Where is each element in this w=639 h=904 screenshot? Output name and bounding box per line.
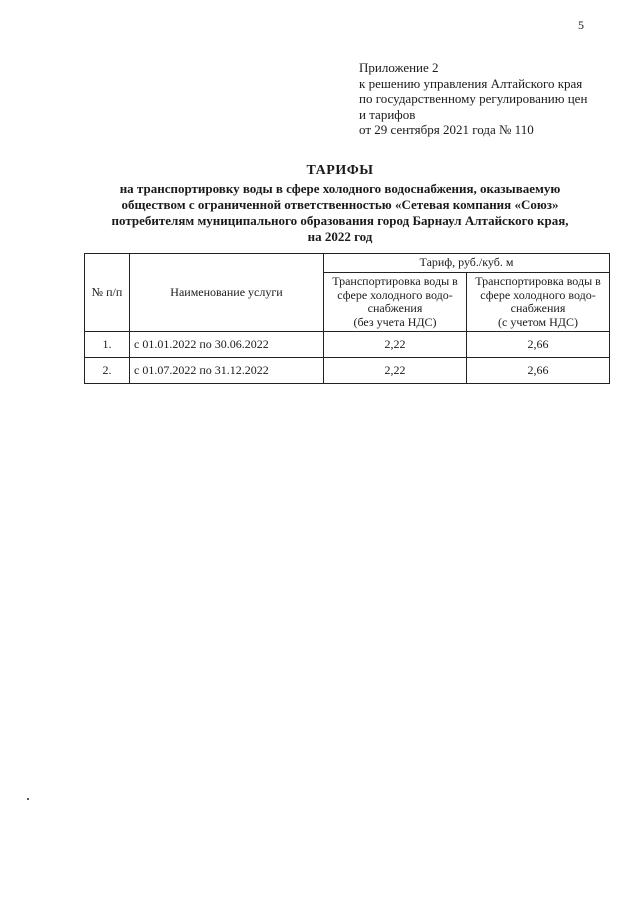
row-tariff-with-vat: 2,66 — [467, 332, 610, 358]
scan-speck — [27, 798, 29, 800]
header-line: сфере холодного водо- — [480, 287, 596, 302]
row-number: 1. — [85, 332, 130, 358]
row-tariff-without-vat: 2,22 — [324, 332, 467, 358]
title-line: на 2022 год — [307, 229, 373, 244]
header-number: № п/п — [85, 254, 130, 332]
row-number: 2. — [85, 358, 130, 384]
table-row — [85, 332, 610, 358]
row-tariff-without-vat: 2,22 — [324, 358, 467, 384]
annex-line: и тарифов — [359, 106, 416, 122]
row-service: с 01.07.2022 по 31.12.2022 — [130, 358, 324, 384]
header-tariff-with-vat — [467, 273, 610, 332]
title-line: обществом с ограниченной ответственностью «Сетевая компания «Союз» — [121, 197, 559, 212]
title-line: потребителям муниципального образования город Барнаул Алтайского края, — [111, 213, 569, 228]
header-line: сфере холодного водо- — [337, 287, 453, 302]
header-line: (без учета НДС) — [353, 314, 437, 329]
annex-line: по государственному регулированию цен — [359, 91, 588, 106]
tariffs-table — [84, 253, 610, 384]
title-line: на транспортировку воды в сфере холодного водоснабжения, оказываемую — [119, 181, 561, 196]
document-title — [60, 163, 620, 245]
header-service: Наименование услуги — [130, 254, 324, 332]
table-row — [85, 358, 610, 384]
annex-line: от 29 сентября 2021 года № 110 — [359, 122, 534, 137]
annex-header — [359, 60, 587, 138]
header-line: Транспортировка воды в — [332, 274, 458, 288]
header-line: снабжения — [510, 301, 566, 315]
header-tariff-group: Тариф, руб./куб. м — [324, 254, 610, 273]
row-service: с 01.01.2022 по 30.06.2022 — [130, 332, 324, 358]
header-line: снабжения — [367, 301, 423, 315]
header-tariff-without-vat — [324, 273, 467, 332]
header-line: (с учетом НДС) — [498, 314, 578, 329]
header-line: Транспортировка воды в — [475, 274, 601, 288]
row-tariff-with-vat: 2,66 — [467, 358, 610, 384]
annex-line: Приложение 2 — [359, 60, 439, 75]
page-number: 5 — [578, 18, 584, 32]
annex-line: к решению управления Алтайского края — [359, 75, 583, 91]
title-main: ТАРИФЫ — [306, 163, 374, 178]
